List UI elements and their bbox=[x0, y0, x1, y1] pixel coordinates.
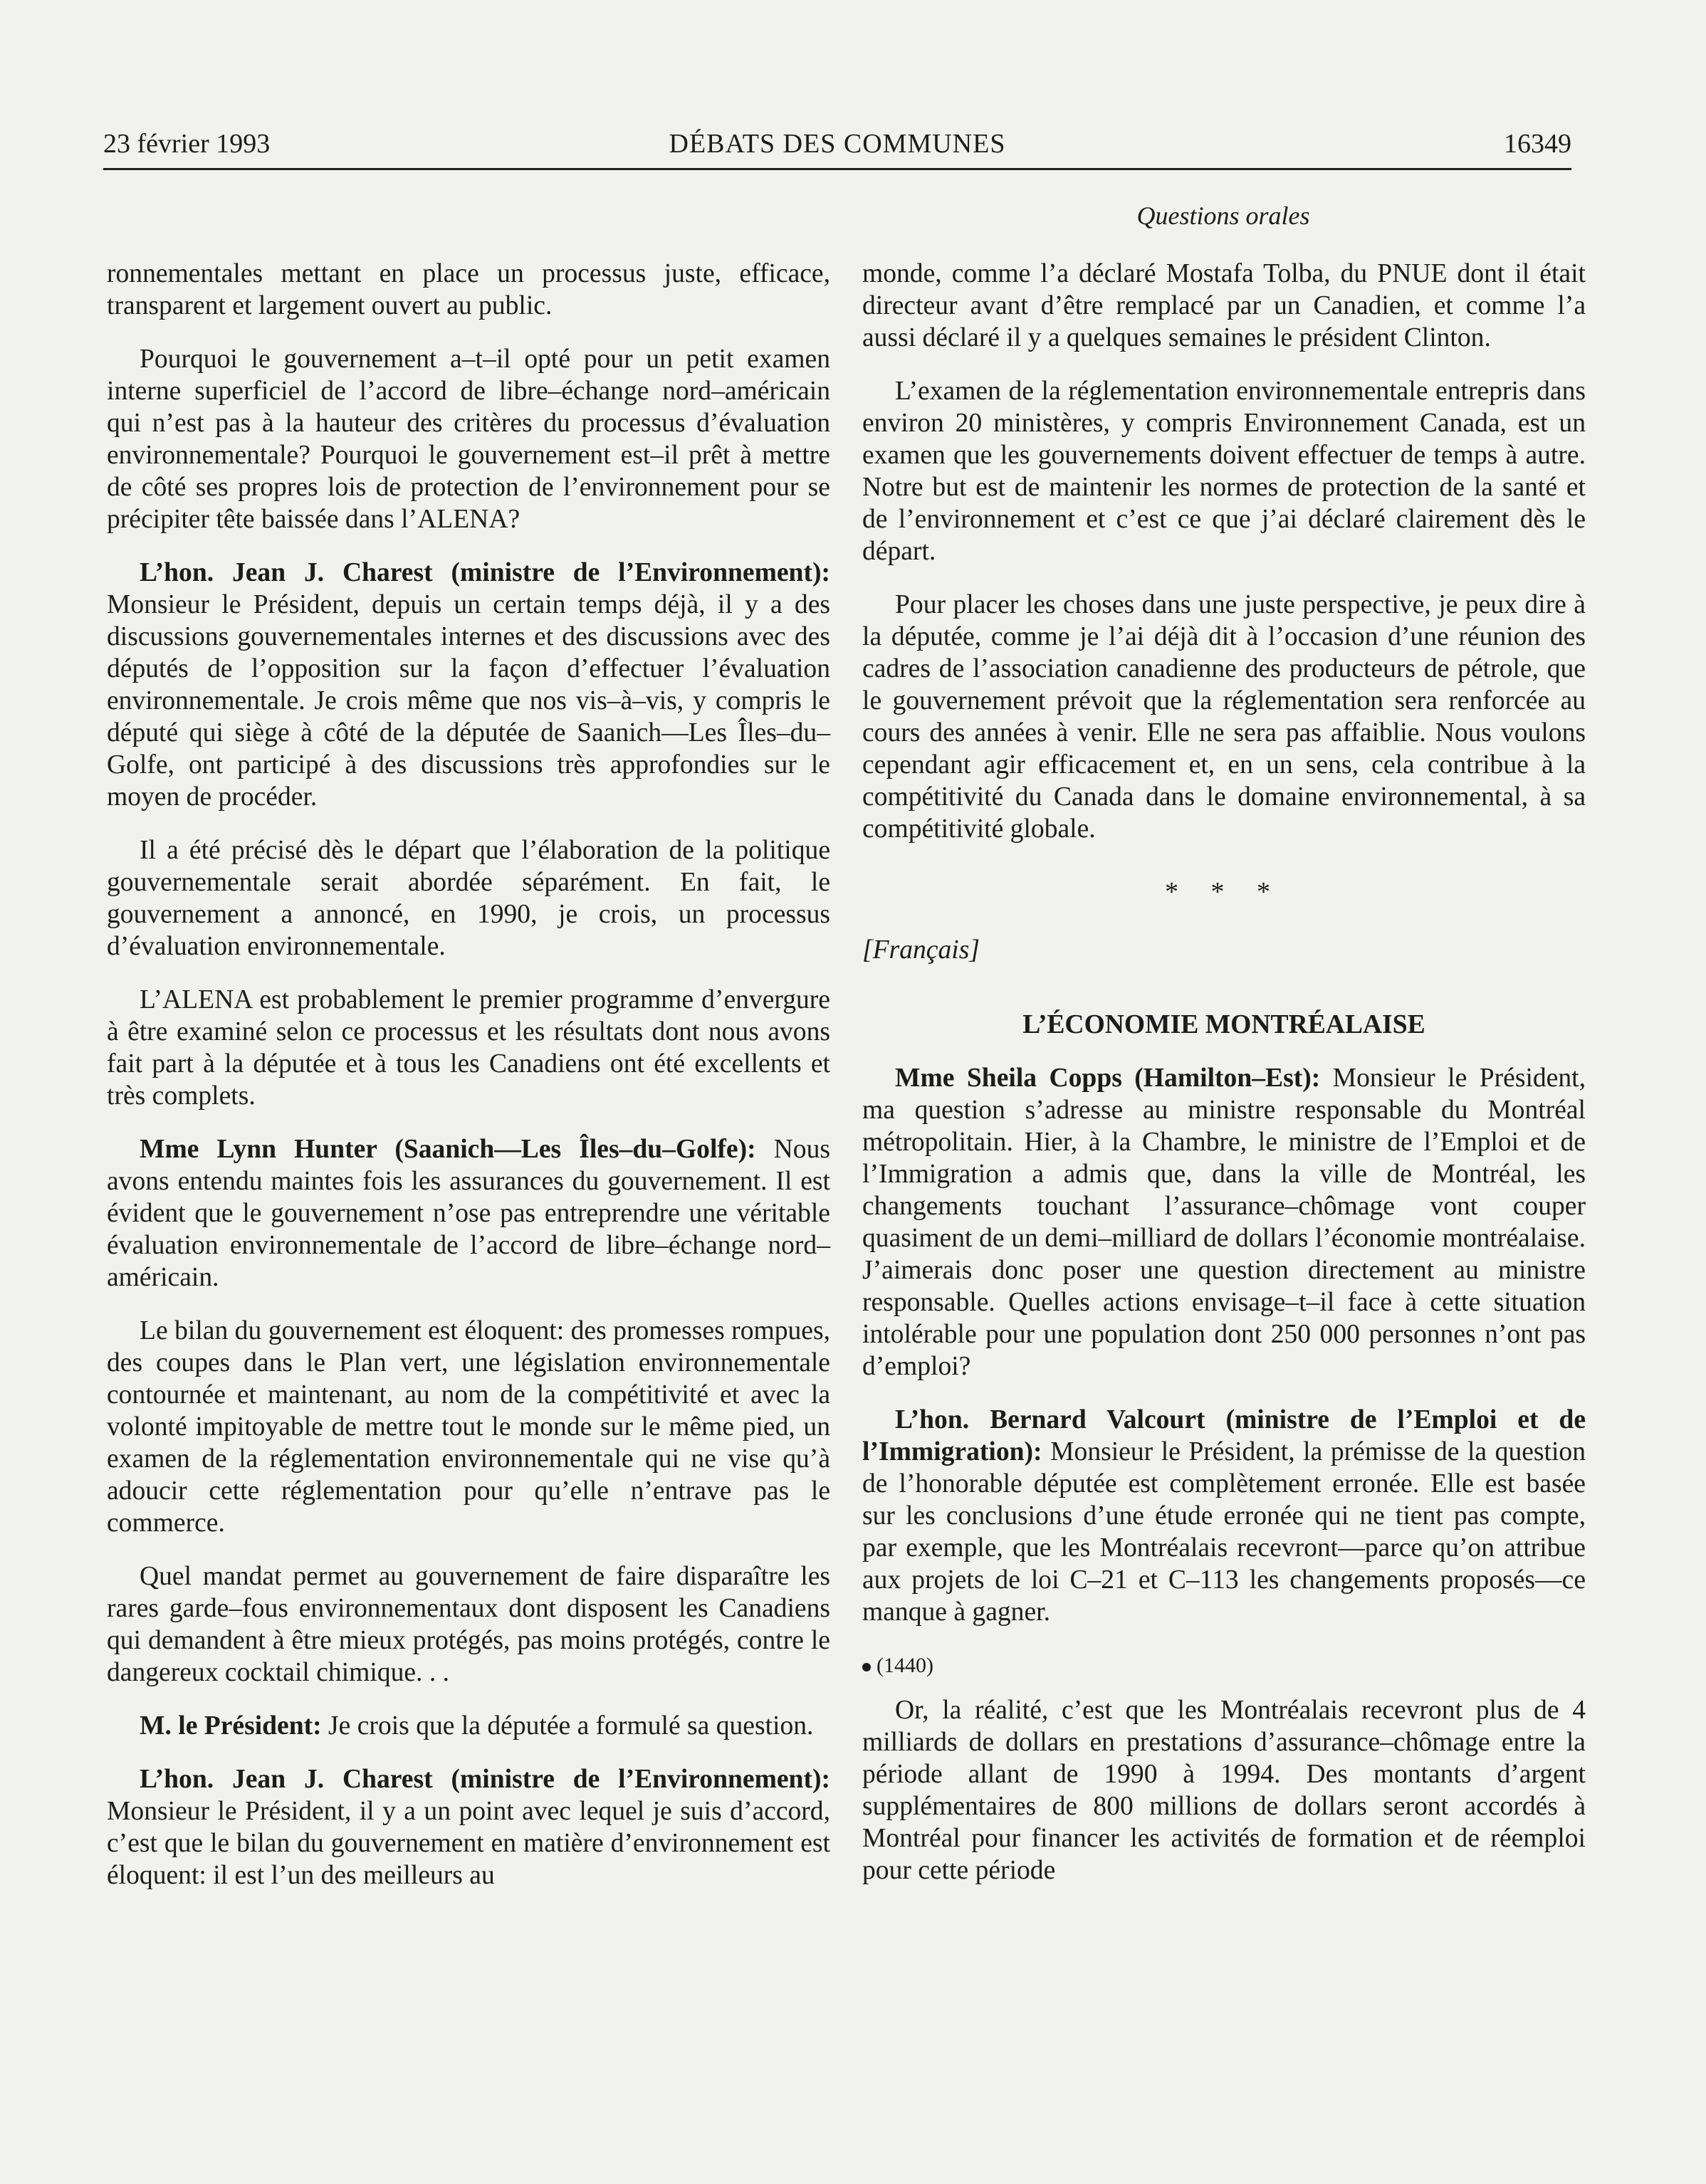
paragraph: monde, comme l’a déclaré Mostafa Tolba, du PNUE dont il était directeur avant d’être remplacé par un Canadien, et comme l’a aussi déclaré il y a quelques semaines le président Clinton. bbox=[862, 259, 1586, 352]
header-rule bbox=[103, 168, 1571, 170]
speech-text: Monsieur le Président, depuis un certain temps déjà, il y a des discussions gouvernementales internes et des discussions avec des députés de l’opposition sur la façon d’effectuer l’évaluation environnementale. Je crois même que nos vis–à–vis, y compris le député qui siège à côté de la députée de Saanich—Les Îles–du–Golfe, ont participé à des discussions très approfondies sur le moyen de procéder. bbox=[107, 590, 830, 812]
paragraph: Pour placer les choses dans une juste perspective, je peux dire à la députée, comme je l’ai déjà dit à l’occasion d’une réunion des cadres de l’association canadienne des producteurs de pétrole, que le gouvernement prévoit que la réglementation sera renforcée au cours des années à venir. Elle ne sera pas affaiblie. Nous voulons cependant agir efficacement et, en un sens, cela contribue à la compétitivité du Canada dans le domaine environnemental, à sa compétitivité globale. bbox=[862, 590, 1586, 844]
paragraph: L’ALENA est probablement le premier programme d’envergure à être examiné selon ce processus et les résultats dont nous avons fait part à la députée et à tous les Canadiens ont été excellents et très complets. bbox=[107, 985, 830, 1111]
time-marker bbox=[862, 1649, 1586, 1681]
paragraph bbox=[107, 557, 830, 813]
section-label: Questions orales bbox=[1136, 201, 1310, 230]
bullet-icon bbox=[862, 1663, 871, 1671]
paragraph: Quel mandat permet au gouvernement de faire disparaître les rares garde–fous environnementaux dont disposent les Canadiens qui demandent à être mieux protégés, pas moins protégés, contre le dangereux cocktail chimique. . . bbox=[107, 1562, 830, 1687]
paragraph bbox=[107, 1133, 830, 1293]
header-date: 23 février 1993 bbox=[103, 129, 271, 159]
header-page-number: 16349 bbox=[1504, 129, 1571, 159]
section-separator: * * * bbox=[1165, 877, 1283, 907]
header-title: DÉBATS DES COMMUNES bbox=[669, 129, 1006, 159]
paragraph bbox=[862, 1404, 1586, 1628]
paragraph: Pourquoi le gouvernement a–t–il opté pour un petit examen interne superficiel de l’accord de libre–échange nord–américain qui n’est pas à la hauteur des critères du processus d’évaluation environnementale? Pourquoi le gouvernement est–il prêt à mettre de côté ses propres lois de protection de l’environnement pour se précipiter tête baissée dans l’ALENA? bbox=[107, 345, 830, 534]
speech-text: Monsieur le Président, ma question s’adresse au ministre responsable du Montréal métropolitain. Hier, à la Chambre, le ministre de l’Emploi et de l’Immigration a admis que, dans la ville de Montréal, les changements touchant l’assurance–chômage vont couper quasiment de un demi–milliard de dollars l’économie montréalaise. J’aimerais donc poser une question directement au ministre responsable. Quelles actions envisage–t–il face à cette situation intolérable pour une population dont 250 000 personnes n’ont pas d’emploi? bbox=[862, 1064, 1586, 1381]
speech-text: Monsieur le Président, il y a un point avec lequel je suis d’accord, c’est que le bilan du gouvernement en matière d’environnement est éloquent: il est l’un des meilleurs au bbox=[107, 1797, 830, 1890]
page-header bbox=[103, 125, 1571, 165]
paragraph: L’examen de la réglementation environnementale entrepris dans environ 20 ministères, y compris Environnement Canada, est un examen que les gouvernements doivent effectuer de temps à autre. Notre but est de maintenir les normes de protection de la santé et de l’environnement et c’est ce que j’ai déclaré clairement dès le départ. bbox=[862, 377, 1586, 566]
speaker-name: L’hon. Bernard Valcourt (ministre de l’Emploi et de l’Immigration): bbox=[862, 1405, 1586, 1466]
paragraph: Le bilan du gouvernement est éloquent: des promesses rompues, des coupes dans le Plan vert, une législation environnementale contournée et maintenant, au nom de la compétitivité et avec la volonté impitoyable de mettre tout le monde sur le même pied, un examen de la réglementation environnementale qui ne vise qu’à adoucir cette réglementation pour qu’elle n’entrave pas le commerce. bbox=[107, 1316, 830, 1538]
speech-text: Nous avons entendu maintes fois les assurances du gouvernement. Il est évident que le gouvernement n’ose pas entreprendre une véritable évaluation environnementale de l’accord de libre–échange nord–américain. bbox=[107, 1135, 831, 1292]
paragraph bbox=[107, 1710, 830, 1742]
speaker-name: Mme Sheila Copps (Hamilton–Est): bbox=[895, 1064, 1321, 1093]
paragraph bbox=[107, 1763, 830, 1891]
speech-text: Monsieur le Président, la prémisse de la question de l’honorable députée est complètement erronée. Elle est basée sur les conclusions d’une étude erronée qui ne tient pas compte, par exemple, que les Montréalais recevront—parce qu’on attribue aux projets de loi C–21 et C–113 les changements proposés—ce manque à gagner. bbox=[862, 1437, 1586, 1627]
section-heading: L’ÉCONOMIE MONTRÉALAISE bbox=[1022, 1010, 1425, 1039]
speaker-name: M. le Président: bbox=[140, 1711, 322, 1741]
time-marker-text: (1440) bbox=[876, 1654, 933, 1677]
language-tag: [Français] bbox=[862, 935, 980, 965]
paragraph: ronnementales mettant en place un processus juste, efficace, transparent et largement ouvert au public. bbox=[107, 259, 830, 320]
speaker-name: L’hon. Jean J. Charest (ministre de l’Environnement): bbox=[140, 1765, 830, 1794]
right-column bbox=[862, 258, 1586, 1886]
speaker-name: L’hon. Jean J. Charest (ministre de l’Environnement): bbox=[140, 558, 830, 587]
paragraph bbox=[862, 1062, 1586, 1382]
paragraph: Il a été précisé dès le départ que l’élaboration de la politique gouvernementale serait abordée séparément. En fait, le gouvernement a annoncé, en 1990, je crois, un processus d’évaluation environnementale. bbox=[107, 836, 830, 961]
paragraph: Or, la réalité, c’est que les Montréalais recevront plus de 4 milliards de dollars en prestations d’assurance–chômage entre la période allant de 1990 à 1994. Des montants d’argent supplémentaires de 800 millions de dollars seront accordés à Montréal pour financer les activités de formation et de réemploi pour cette période bbox=[862, 1696, 1586, 1885]
speaker-name: Mme Lynn Hunter (Saanich—Les Îles–du–Golfe): bbox=[140, 1135, 756, 1164]
left-column bbox=[107, 258, 830, 1891]
speech-text: Je crois que la députée a formulé sa question. bbox=[321, 1711, 814, 1741]
